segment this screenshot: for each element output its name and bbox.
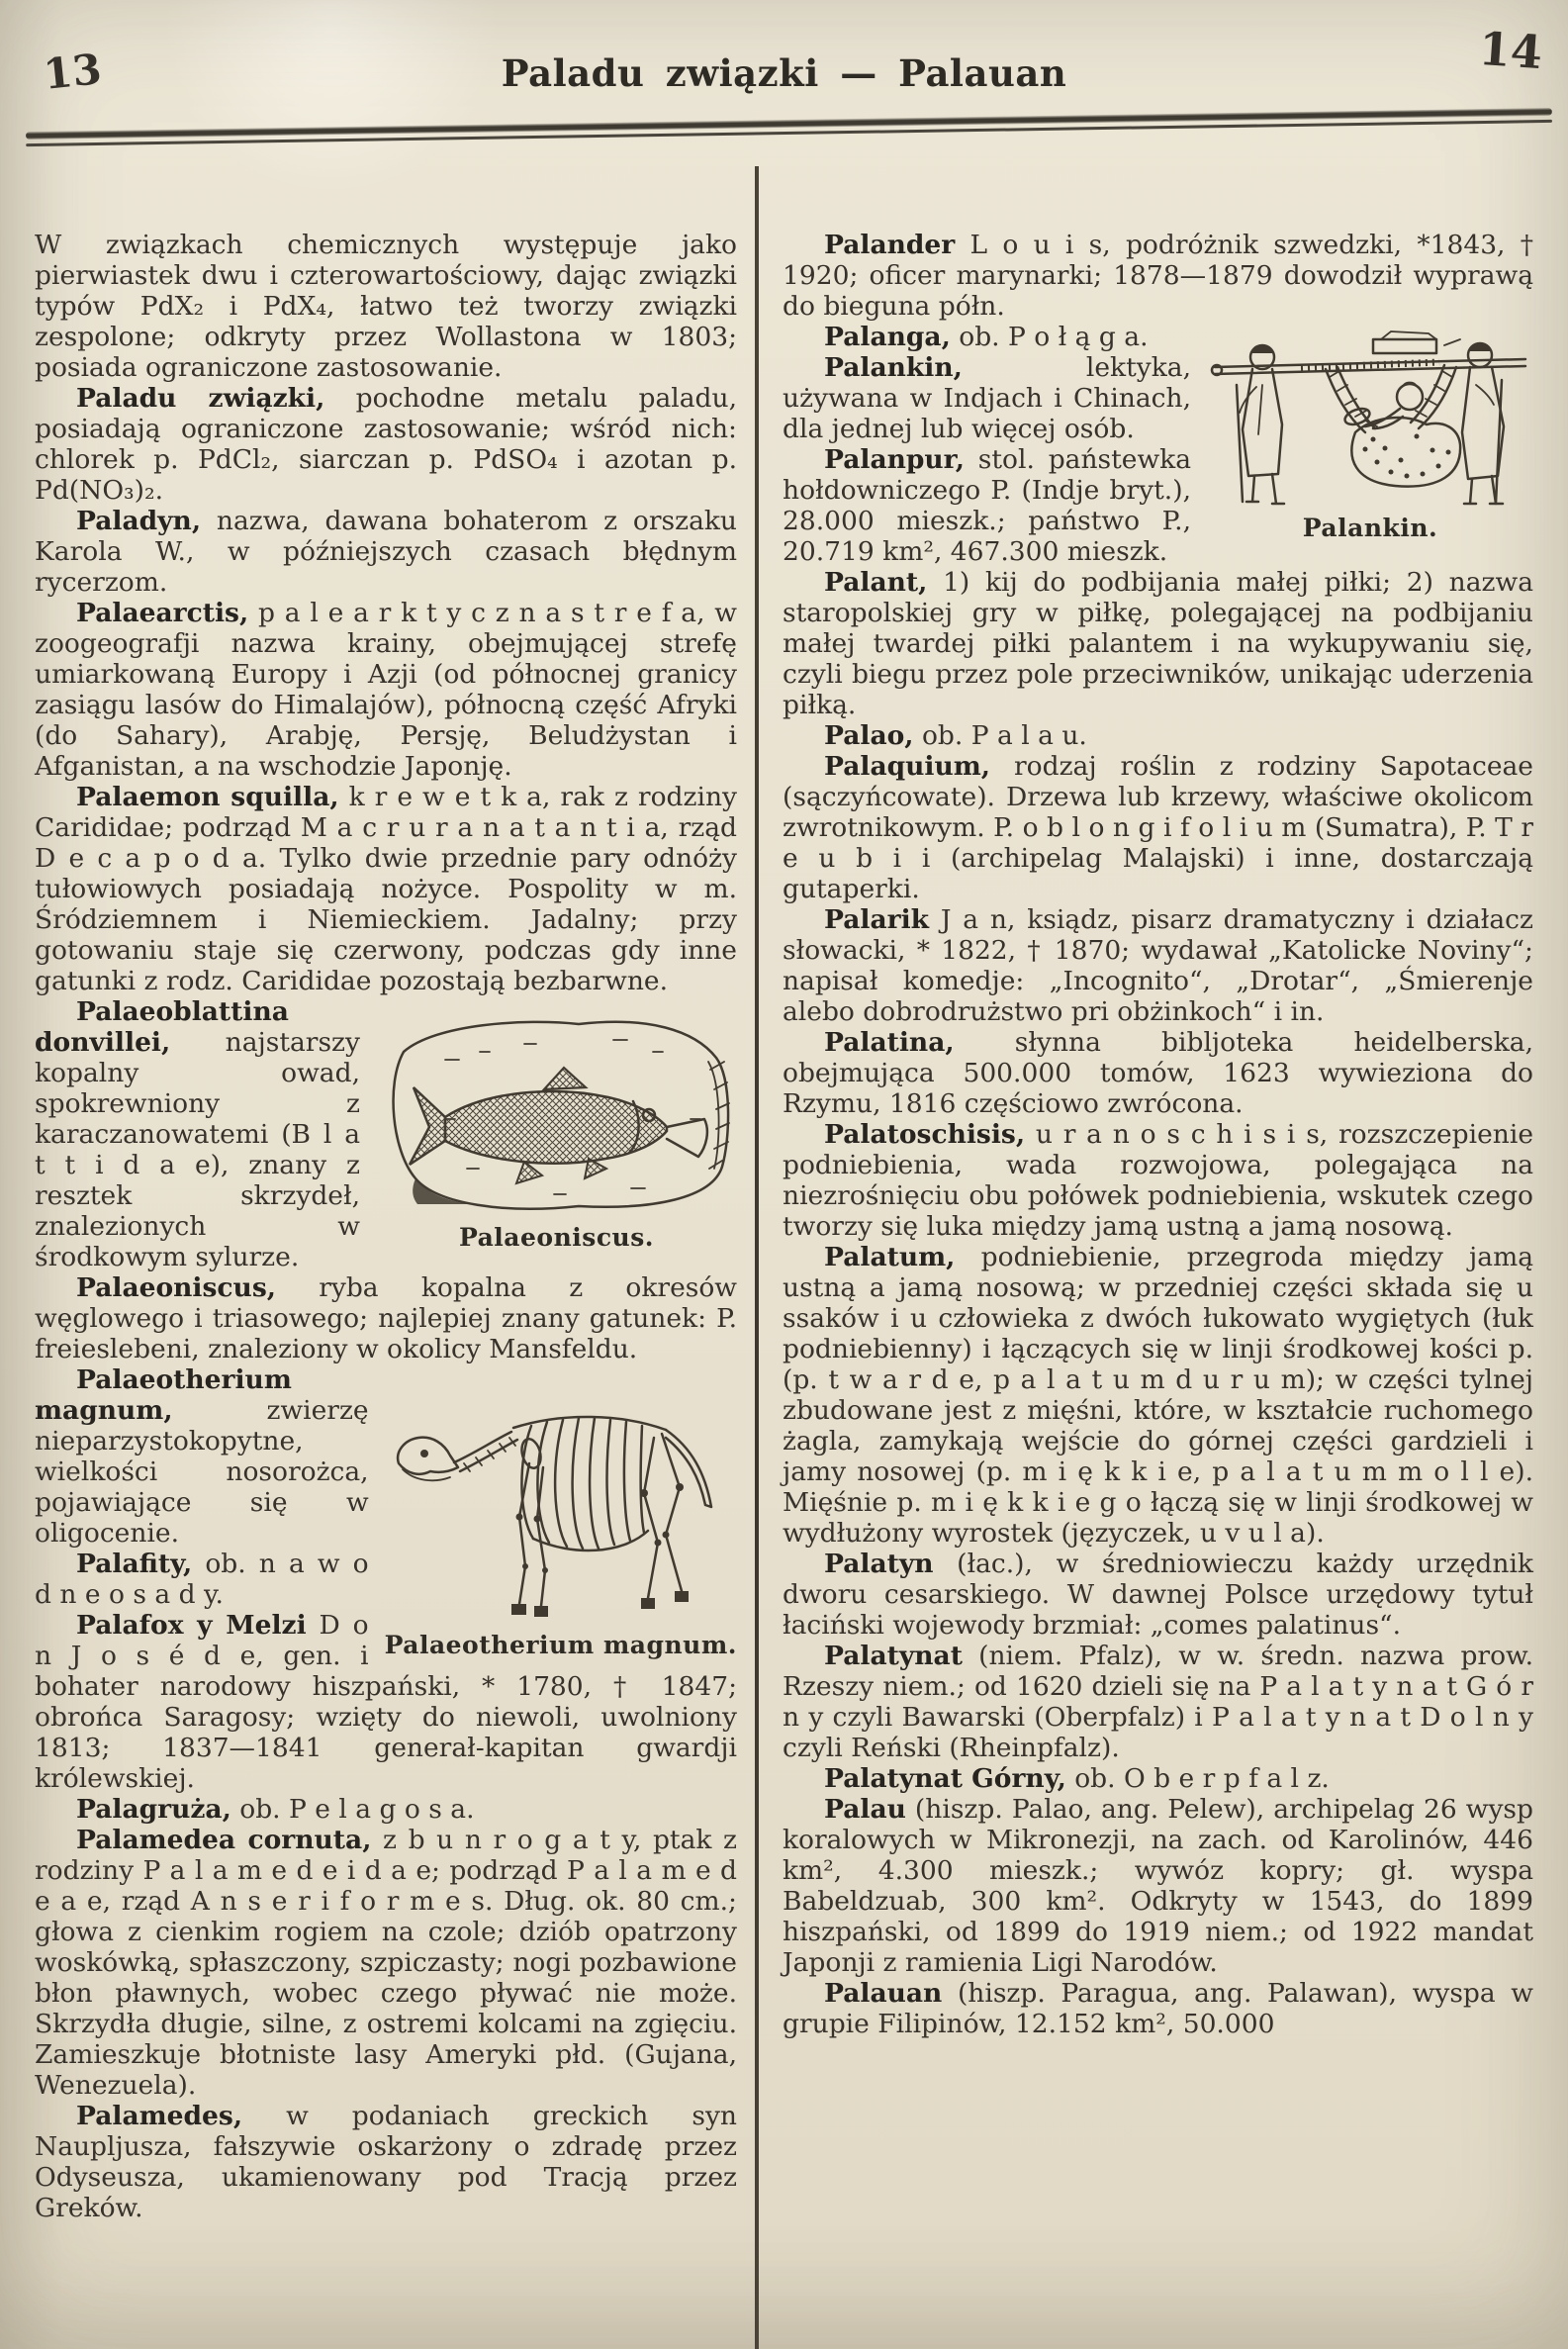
entry-term: Palao, (824, 720, 914, 751)
entry-paragraph: Palafity, ob. n a w o d n e o s a d y. (35, 1549, 369, 1610)
entry-term: Palaeoniscus, (76, 1272, 276, 1303)
entry-term: Paladu związki, (76, 383, 325, 414)
entry-paragraph: Palatynat (niem. Pfalz), w w. średn. nazwa prow. Rzeszy niem.; od 1620 dzieli się na P a l a t y n a t G ó r n y czyli Bawarski (Oberpfalz) i P a l a t y n a t D o l n y czyli Reński (Rheinpfalz). (783, 1641, 1533, 1763)
entry-term: Palankin, (824, 352, 963, 383)
entry-paragraph: Palau (hiszp. Palao, ang. Pelew), archipelag 26 wysp koralowych w Mikronezji, na zach. od Karolinów, 446 km², 4.300 mieszk.; wywóz kopry; gł. wyspa Babeldzuab, 300 km². Odkryty w 1543, do 1899 hiszpański, od 1899 do 1919 niem.; od 1922 mandat Japonji z ramienia Ligi Narodów. (783, 1794, 1533, 1978)
page-title: Paladu związki — Palauan (501, 51, 1067, 95)
fossil-fish-drawing (376, 1000, 737, 1218)
entry-term: Palarik (824, 904, 930, 935)
entry-term: Paladyn, (76, 506, 202, 536)
skeleton-drawing (385, 1368, 716, 1626)
entry-paragraph: Paladyn, nazwa, dawana bohaterom z orszaku Karola W., w późniejszych czasach błędnym rycerzom. (35, 506, 737, 598)
entry-paragraph: Palamedes, w podaniach greckich syn Naupljusza, fałszywie oskarżony o zdradę przez Odyseusza, ukamienowany pod Tracją przez Greków. (35, 2101, 737, 2223)
palaeoniscus-fossil-fish-illustration (376, 1000, 737, 1252)
entry-paragraph: Palatina, słynna bibljoteka heidelberska, obejmująca 500.000 tomów, 1623 wywieziona do Rzymu, 1816 częściowo zwrócona. (783, 1027, 1533, 1119)
entry-term: Palander (824, 230, 956, 260)
entry-term: Palanpur, (824, 444, 965, 475)
entry-paragraph: Palaeoniscus, ryba kopalna z okresów węglowego i triasowego; najlepiej znany gatunek: P. freieslebeni, znaleziony w okolicy Mansfeldu. (35, 1272, 737, 1364)
entry-term: Palatina, (824, 1027, 955, 1058)
figure-caption: Palaeoniscus. (458, 1223, 655, 1252)
entry-paragraph: Palanga, ob. P o ł ą g a. (824, 322, 1149, 352)
entry-paragraph: Palatoschisis, u r a n o s c h i s i s, rozszczepienie podniebienia, wada rozwojowa, polegająca na niezrośnięciu obu połówek podniebienia, wskutek czego tworzy się luka między jamą ustną a jamą nosową. (783, 1119, 1533, 1242)
entry-paragraph: Palaearctis, p a l e a r k t y c z n a s t r e f a, w zoogeografji nazwa krainy, obejmującej strefę umiarkowaną Europy i Azji (od północnej granicy zasiągu lasów do Himalajów), północną część Afryki (do Sahary), Arabję, Persję, Beludżystan i Afganistan, a na wschodzie Japonję. (35, 598, 737, 782)
palaeotherium-skeleton-illustration (385, 1368, 737, 1659)
figure-caption: Palankin. (1302, 514, 1438, 542)
entry-paragraph: Palao, ob. P a l a u. (824, 720, 1087, 751)
entry-paragraph: W związkach chemicznych występuje jako pierwiastek dwu i czterowartościowy, dając związki typów PdX₂ i PdX₄, łatwo też tworzy związki zespolone; odkryty przez Wollastona w 1803; posiada ograniczone zastosowanie. (35, 230, 737, 383)
entry-paragraph: Palander L o u i s, podróżnik szwedzki, *1843, † 1920; oficer marynarki; 1878—1879 dowodził wyprawą do bieguna półn. (783, 230, 1533, 322)
entry-term: Palaeoblattina donvillei, (35, 996, 289, 1058)
entry-term: Palatynat (824, 1641, 963, 1671)
entry-term: Palatyn (824, 1549, 934, 1579)
entry-paragraph: Palamedea cornuta, z b u n r o g a t y, ptak z rodziny P a l a m e d e i d a e; podrząd P a l a m e d e a e, rząd A n s e r i f o r m e s. Dług. ok. 80 cm.; głowa z cienkim rogiem na czole; dziób opatrzony woskówką, spłaszczony, szpiczasty; nogi pozbawione błon pławnych, wobec czego pływać nie może. Skrzydła długie, silne, z ostremi kolcami na zgięciu. Zamieszkuje błotniste lasy Ameryki płd. (Gujana, Wenezuela). (35, 1825, 737, 2101)
entry-paragraph: Palant, 1) kij do podbijania małej piłki; 2) nazwa staropolskiej gry w piłkę, polegającej na podbijaniu małej twardej piłki palantem i na wykupywaniu się, czyli biegu przez pole przeciwników, unikając uderzenia piłką. (783, 567, 1533, 720)
entry-term: Palanga, (824, 322, 951, 352)
entry-paragraph: Palatum, podniebienie, przegroda między jamą ustną a jamą nosową; w przedniej części składa się u ssaków i u człowieka z dwóch łukowato wygiętych (łuk podniebienny) i łączących się w linji środkowej kości p. (p. t w a r d e, p a l a t u m d u r u m); w części tylnej zbudowane jest z mięśni, które, w kształcie ruchomego żagla, zamykają wejście do górnej części gardzieli i jamy nosowej (p. m i ę k k i e, p a l a t u m m o l l e). Mięśnie p. m i ę k k i e g o łączą się w linji środkowej w wydłużony wyrostek (języczek, u v u l a). (783, 1242, 1533, 1549)
entry-term: Palant, (824, 567, 928, 598)
entry-term: Palamedea cornuta, (76, 1825, 372, 1855)
entry-term: Palatynat Górny, (824, 1763, 1066, 1794)
entry-paragraph: Palankin, lektyka, używana w Indjach i Chinach, dla jednej lub więcej osób. (783, 352, 1191, 444)
entry-paragraph: Palarik J a n, ksiądz, pisarz dramatyczny i działacz słowacki, * 1822, † 1870; wydawał „Katolicke Noviny“; napisał komedje: „Incognito“, „Drotar“, „Śmierenje alebo dobrodrużstwo pri obżinkoch“ i in. (783, 904, 1533, 1027)
header-rule (26, 108, 1552, 146)
palanquin-drawing (1207, 326, 1533, 509)
entry-term: Palaemon squilla, (76, 782, 339, 812)
entry-term: Palaquium, (824, 751, 991, 782)
page-number-right: 14 (1477, 21, 1544, 80)
entry-paragraph: Palagruża, ob. P e l a g o s a. (76, 1794, 475, 1825)
palankin-litter-illustration (1207, 326, 1533, 542)
column-divider (755, 166, 759, 2349)
left-column (35, 166, 737, 2349)
entry-paragraph: Palatyn (łac.), w średniowieczu każdy urzędnik dworu cesarskiego. W dawnej Polsce urzędowy tytuł łaciński wojewody brzmiał: „comes palatinus“. (783, 1549, 1533, 1641)
entry-term: Palagruża, (76, 1794, 231, 1825)
entry-paragraph: Palanpur, stol. państewka hołdowniczego P. (Indje bryt.), 28.000 mieszk.; państwo P., 20.719 km², 467.300 mieszk. (783, 444, 1191, 567)
figure-caption: Palaeotherium magnum. (384, 1631, 737, 1659)
entry-term: Palauan (824, 1978, 943, 2009)
page-number-left: 13 (41, 45, 104, 99)
entry-term: Palau (824, 1794, 906, 1825)
entry-paragraph: Palaeoblattina donvillei, najstarszy kopalny owad, spokrewniony z karaczanowatemi (B l a t t i d a e), znany z resztek skrzydeł, znalezionych w środkowym sylurze. (35, 996, 360, 1272)
text-columns (35, 166, 1533, 2349)
entry-term: Palafity, (76, 1549, 193, 1579)
entry-term: Palaearctis, (76, 598, 249, 628)
entry-paragraph: Palafox y Melzi D o n J o s é d e, gen. i bohater narodowy hiszpański, * 1780, † 1847; obrońca Saragosy; wzięty do niewoli, uwolniony 1813; 1837—1841 generał-kapitan gwardji królewskiej. (35, 1610, 737, 1794)
entry-term: Palamedes, (76, 2101, 243, 2131)
entry-term: Palatoschisis, (824, 1119, 1026, 1150)
entry-term: Palatum, (824, 1242, 956, 1272)
entry-paragraph: Palauan (hiszp. Paragua, ang. Palawan), wyspa w grupie Filipinów, 12.152 km², 50.000 (783, 1978, 1533, 2039)
entry-term: Palaeotherium magnum, (35, 1364, 292, 1426)
entry-paragraph: Palaeotherium magnum, zwierzę nieparzystokopytne, wielkości nosorożca, pojawiające się w oligocenie. (35, 1364, 369, 1549)
entry-paragraph: Palaquium, rodzaj roślin z rodziny Sapotaceae (sączyńcowate). Drzewa lub krzewy, właściwe okolicom zwrotnikowym. P. o b l o n g i f o l i u m (Sumatra), P. T r e u b i i (archipelag Malajski) i inne, dostarczają gutaperki. (783, 751, 1533, 904)
entry-term: Palafox y Melzi (76, 1610, 307, 1641)
entry-paragraph: Palatynat Górny, ob. O b e r p f a l z. (824, 1763, 1330, 1794)
entry-paragraph: Paladu związki, pochodne metalu paladu, posiadają ograniczone zastosowanie; wśród nich: chlorek p. PdCl₂, siarczan p. PdSO₄ i azotan p. Pd(NO₃)₂. (35, 383, 737, 506)
right-column (783, 166, 1533, 2349)
entry-paragraph: Palaemon squilla, k r e w e t k a, rak z rodziny Carididae; podrząd M a c r u r a n a t a n t i a, rząd D e c a p o d a. Tylko dwie przednie pary odnóży tułowiowych posiadają nożyce. Pospolity w m. Śródziemnem i Niemieckiem. Jadalny; przy gotowaniu staje się czerwony, podczas gdy inne gatunki z rodz. Carididae pozostają bezbarwne. (35, 782, 737, 996)
